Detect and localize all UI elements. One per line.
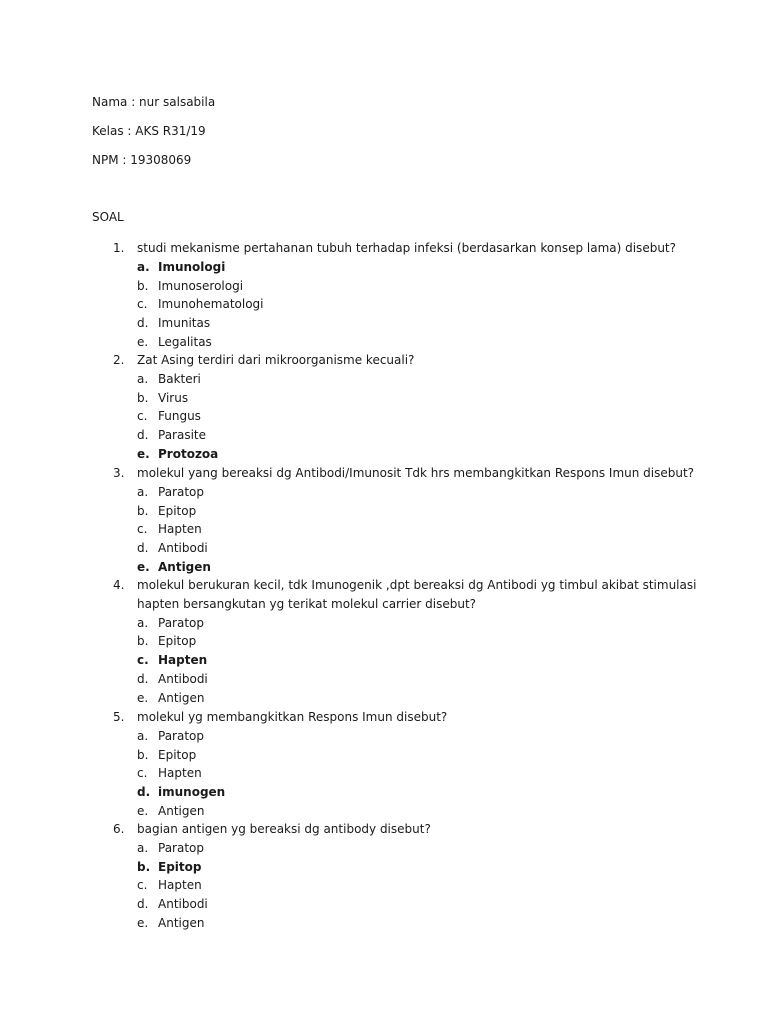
option-text-answer: imunogen bbox=[158, 785, 226, 799]
option-text: Antigen bbox=[158, 915, 205, 930]
option-text: Virus bbox=[158, 390, 189, 405]
option-letter: e. bbox=[137, 915, 149, 930]
option-letter: c. bbox=[137, 409, 148, 424]
question-text: Zat Asing terdiri dari mikroorganisme kecuali? bbox=[137, 353, 415, 367]
option-letter: a. bbox=[137, 728, 149, 743]
option-text: Imunitas bbox=[158, 316, 211, 330]
option-text-answer: Hapten bbox=[158, 653, 208, 667]
question-number: 6. bbox=[113, 822, 125, 836]
option-letter: b. bbox=[137, 747, 149, 762]
option-letter: b. bbox=[137, 278, 149, 293]
option-letter: d. bbox=[137, 428, 149, 442]
option-letter: e. bbox=[137, 690, 149, 705]
option-text-answer: Epitop bbox=[158, 859, 202, 874]
option-letter: b. bbox=[137, 390, 149, 405]
question-number: 2. bbox=[113, 353, 125, 367]
option-text: Antibodi bbox=[158, 541, 208, 555]
option-letter: e. bbox=[137, 334, 149, 349]
option-letter: d. bbox=[137, 785, 151, 799]
option-letter: a. bbox=[137, 484, 149, 499]
option-text: Parasite bbox=[158, 428, 207, 442]
option-letter: a. bbox=[137, 371, 149, 386]
option-text: Hapten bbox=[158, 522, 202, 537]
question-text: molekul yg membangkitkan Respons Imun disebut? bbox=[137, 710, 448, 724]
section-title: SOAL bbox=[92, 210, 124, 224]
option-letter: d. bbox=[137, 671, 149, 686]
option-letter: c. bbox=[137, 766, 148, 781]
option-letter: c. bbox=[137, 522, 148, 537]
student-class: Kelas : AKS R31/19 bbox=[92, 124, 206, 138]
option-letter: c. bbox=[137, 653, 149, 667]
question-number: 3. bbox=[113, 466, 125, 480]
option-text-answer: Imunologi bbox=[158, 259, 226, 274]
question-text: bagian antigen yg bereaksi dg antibody disebut? bbox=[137, 822, 431, 836]
question-number: 1. bbox=[113, 241, 125, 255]
option-letter: d. bbox=[137, 897, 149, 911]
question-text: molekul yang bereaksi dg Antibodi/Imunosit Tdk hrs membangkitkan Respons Imun disebut? bbox=[137, 466, 695, 480]
option-text: Paratop bbox=[158, 840, 205, 855]
question-number: 4. bbox=[113, 578, 125, 592]
option-text: Fungus bbox=[158, 409, 201, 424]
option-text: Antigen bbox=[158, 803, 205, 818]
question-text: hapten bersangkutan yg terikat molekul carrier disebut? bbox=[137, 596, 477, 611]
option-text: Epitop bbox=[158, 634, 197, 649]
option-text-answer: Protozoa bbox=[158, 446, 219, 461]
option-letter: d. bbox=[137, 541, 149, 555]
option-letter: b. bbox=[137, 634, 149, 649]
option-text: Paratop bbox=[158, 615, 205, 630]
option-letter: e. bbox=[137, 446, 150, 461]
question-number: 5. bbox=[113, 710, 125, 724]
option-text-answer: Antigen bbox=[158, 559, 211, 574]
option-text: Hapten bbox=[158, 878, 202, 893]
option-text: Antigen bbox=[158, 690, 205, 705]
option-text: Antibodi bbox=[158, 671, 208, 686]
student-name: Nama : nur salsabila bbox=[92, 95, 216, 109]
option-text: Imunohematologi bbox=[158, 297, 264, 312]
option-letter: b. bbox=[137, 859, 151, 874]
option-text: Epitop bbox=[158, 747, 197, 762]
option-text: Imunoserologi bbox=[158, 278, 244, 293]
option-letter: b. bbox=[137, 503, 149, 518]
option-letter: d. bbox=[137, 316, 149, 330]
question-text: molekul berukuran kecil, tdk Imunogenik ,dpt bereaksi dg Antibodi yg timbul akibat stimulasi bbox=[137, 578, 697, 592]
student-npm: NPM : 19308069 bbox=[92, 153, 192, 167]
option-text: Paratop bbox=[158, 484, 205, 499]
option-letter: a. bbox=[137, 840, 149, 855]
option-text: Bakteri bbox=[158, 371, 201, 386]
option-letter: e. bbox=[137, 559, 150, 574]
option-letter: a. bbox=[137, 615, 149, 630]
option-letter: e. bbox=[137, 803, 149, 818]
option-text: Paratop bbox=[158, 728, 205, 743]
option-letter: c. bbox=[137, 878, 148, 893]
option-letter: c. bbox=[137, 297, 148, 312]
option-text: Antibodi bbox=[158, 897, 208, 911]
option-letter: a. bbox=[137, 259, 150, 274]
option-text: Legalitas bbox=[158, 334, 212, 349]
question-text: studi mekanisme pertahanan tubuh terhadap infeksi (berdasarkan konsep lama) disebut? bbox=[137, 241, 676, 255]
option-text: Epitop bbox=[158, 503, 197, 518]
option-text: Hapten bbox=[158, 766, 202, 781]
